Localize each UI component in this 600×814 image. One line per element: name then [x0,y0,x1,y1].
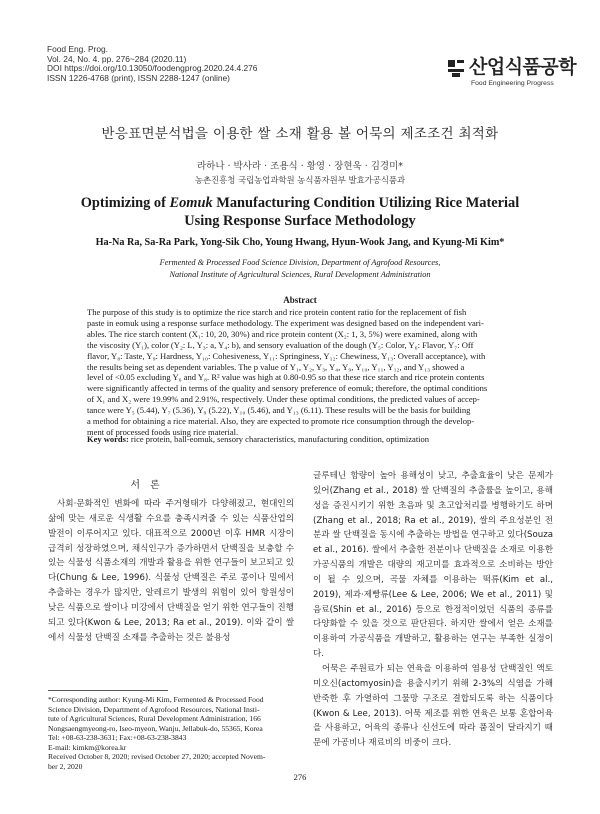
body-paragraph: 어묵은 주원료가 되는 연육을 이용하여 염용성 단백질인 액토미오신(actomyosin)을 용출시키기 위해 2-3%의 식염을 가해 반죽한 후 가열하여 그물망 구조로 결합되도록 하는 식품이다(Kwon & Lee, 2013). 어묵 제조를 위한 연육은 보통 혼합어육을 사용하고, 어육의 종류나 신선도에 따라 품질이 달라지기 때문에 가공비나 재료비의 비중이 크다. [313,663,553,749]
abstract-line: level of <0.05 excluding Y₆ and Y₈. R² value was high at 0.80-0.95 so that these rice starch and rice protein contents [87,372,485,383]
english-authors: Ha-Na Ra, Sa-Ra Park, Yong-Sik Cho, Young Hwang, Hyun-Wook Jang, and Kyung-Mi Kim* [95,237,505,248]
keywords-label: Key words: [87,434,129,444]
journal-name: Food Eng. Prog. [47,44,108,54]
abstract-line: The purpose of this study is to optimize the rice starch and rice protein content ratio for the replacement of fish [87,307,467,317]
english-title-line-2: Using Response Surface Methodology [184,213,416,229]
korean-authors: 라하나 · 박사라 · 조용식 · 황영 · 장현욱 · 김경미* [196,161,404,172]
abstract-line: flavor, Y₈: Taste, Y₉: Hardness, Y₁₀: Cohesiveness, Y₁₁: Springiness, Y₁₂: Chewiness, Y₁₃: Overall acceptance), with [87,350,486,361]
footnote-line: tute of Agricultural Sciences, Rural Development Administration, 166 [48,714,261,723]
right-column [313,469,553,751]
abstract-heading: Abstract [283,295,317,305]
korean-title: 반응표면분석법을 이용한 쌀 소재 활용 볼 어묵의 제조조건 최적화 [101,126,499,142]
english-title-line-1: Optimizing of Eomuk Manufacturing Condition Utilizing Rice Material [80,195,520,211]
logo-korean-text: 산업식품공학 [469,56,577,78]
journal-header [47,45,257,83]
abstract-body [87,307,514,438]
korean-affiliation: 농촌진흥청 국립농업과학원 농식품자원부 발효가공식품과 [194,175,406,185]
english-title [0,194,600,230]
abstract-line: the viscosity (Y₁), color (Y₂: L, Y₃: a, Y₄: b), and sensory evaluation of the dough (Y₅: Color, Y₆: Flavor, Y₇: Off [87,339,474,350]
abstract-line: tance were Y₅ (5.44), Y₇ (5.36), Y₉ (5.22), Y₁₀ (5.46), and Y₁₃ (6.11). These results will be the basis for building [87,405,471,416]
section-heading-introduction: 서론 [130,480,170,491]
journal-issn: ISSN 1226-4768 (print), ISSN 2288-1247 (online) [47,72,230,83]
footnote-line: ber 2, 2020 [48,761,83,771]
footnote-line: Received October 8, 2020; revised October 27, 2020; accepted Novem- [48,752,266,761]
journal-logo [447,52,577,92]
page-number: 276 [293,772,307,782]
footnote-line: Nongsaengmyeong-ro, Iseo-myeon, Wanju, Jellabuk-do, 55365, Korea [48,723,263,733]
footnote-divider [48,690,168,691]
logo-english-text: Food Engineering Progress [471,80,554,87]
abstract-line: ment of processed foods using rice material. [87,426,239,437]
footnote-email[interactable]: E-mail: kimkm@korea.kr [48,742,127,752]
left-column [48,497,294,645]
body-paragraph: 글루테닌 함량이 높아 용해성이 낮고, 추출효율이 낮은 문제가 있어(Zhang et al., 2018) 쌀 단백질의 추출률을 높이고, 용해성을 증진시키기 위한 초음파 및 초고압처리를 병행하기도 하며(Zhang et al., 2018; Ra et al., 2019), 쌀의 주요성분인 전분과 쌀 단백질을 동시에 추출하는 방법을 연구하고 있다(Souza et al., 2016). 쌀에서 추출한 전분이나 단백질을 소재로 이용한 가공식품의 개발은 대량의 재고미를 효과적으로 소비하는 방안이 될 수 있으며, 곡물 자체를 이용하는 떡류(Kim et al., 2019), 제과·제빵류(Lee & Lee, 2006; We et al., 2011) 및 음료(Shin et al., 2016) 등으로 한정적이었던 식품의 종류를 다양화할 수 있을 것으로 판단된다. 하지만 쌀에서 얻은 소재를 이용하여 가공식품을 개발하고, 활용하는 연구는 부족한 실정이다. [313,471,553,660]
footnote-line: *Corresponding author: Kyung-Mi Kim, Fermented & Processed Food [48,695,264,704]
english-affiliation: Fermented & Processed Food Science Division, Department of Agrofood Resources, National Institute of Agricultural Sciences, Rural Development Administration [159,258,441,279]
abstract-line: of X₁ and X₂ were 19.99% and 2.91%, respectively. Under these optimal conditions, the predicted values of accep- [87,394,480,405]
abstract-line: the results being set as dependent variables. The p value of Y₁, Y₂, Y₃, Y₄, Y₉, Y₁₀, Y₁₁, Y₁₂, and Y₁₃ showed a [87,361,465,372]
body-paragraph: 사회·문화적인 변화에 따라 주거형태가 다양해졌고, 현대인의 삶에 맞는 새로운 식생활 수요를 충족시켜줄 수 있는 식품산업의 발전이 이루어지고 있다. 대표적으로 2000년 이후 HMR 시장이 급격히 성장하였으며, 채식인구가 증가하면서 단백질을 보충할 수 있는 식물성 식품소재의 개발과 활용을 위한 연구들이 보고되고 있다(Chung & Lee, 1996). 식물성 단백질은 주로 콩이나 밀에서 추출하는 경우가 많지만, 알레르기 발생의 위험이 있어 항원성이 낮은 식품으로 쌀이나 미강에서 단백질을 얻기 위한 연구들이 진행되고 있다(Kwon & Lee, 2013; Ra et al., 2019). 이와 같이 쌀에서 식물성 단백질 소재를 추출하는 것은 불용성 [48,499,294,643]
abstract-line: were significantly affected in terms of the quality and sensory preference of eomuk; therefore, the optimal conditions [87,383,488,394]
journal-doi[interactable]: DOI https://doi.org/10.13050/foodengprog.2020.24.4.276 [47,63,258,74]
keywords-list: rice protein, ball-eomuk, sensory characteristics, manufacturing condition, optimization [128,434,430,444]
footnote-line: Science Division, Department of Agrofood Resources, National Insti- [48,704,260,714]
footnote-line: Tel: +08-63-238-3631; Fax:+08-63-238-3843 [48,733,187,742]
abstract-line: a method for obtaining a rice material. Also, they are expected to promote rice consumption through the develop- [87,416,475,427]
abstract-line: paste in eomuk using a response surface methodology. The experiment was designed based on the independent vari- [87,317,484,328]
footnote [48,695,295,771]
abstract-line: ables. The rice starch content (X₁: 10, 20, 30%) and rice protein content (X₂: 1, 3, 5%) were examined, along with [87,328,478,339]
keywords [87,434,514,444]
logo-mark-icon [447,58,467,78]
journal-volume: Vol. 24, No. 4. pp. 276~284 (2020.11) [47,53,187,64]
